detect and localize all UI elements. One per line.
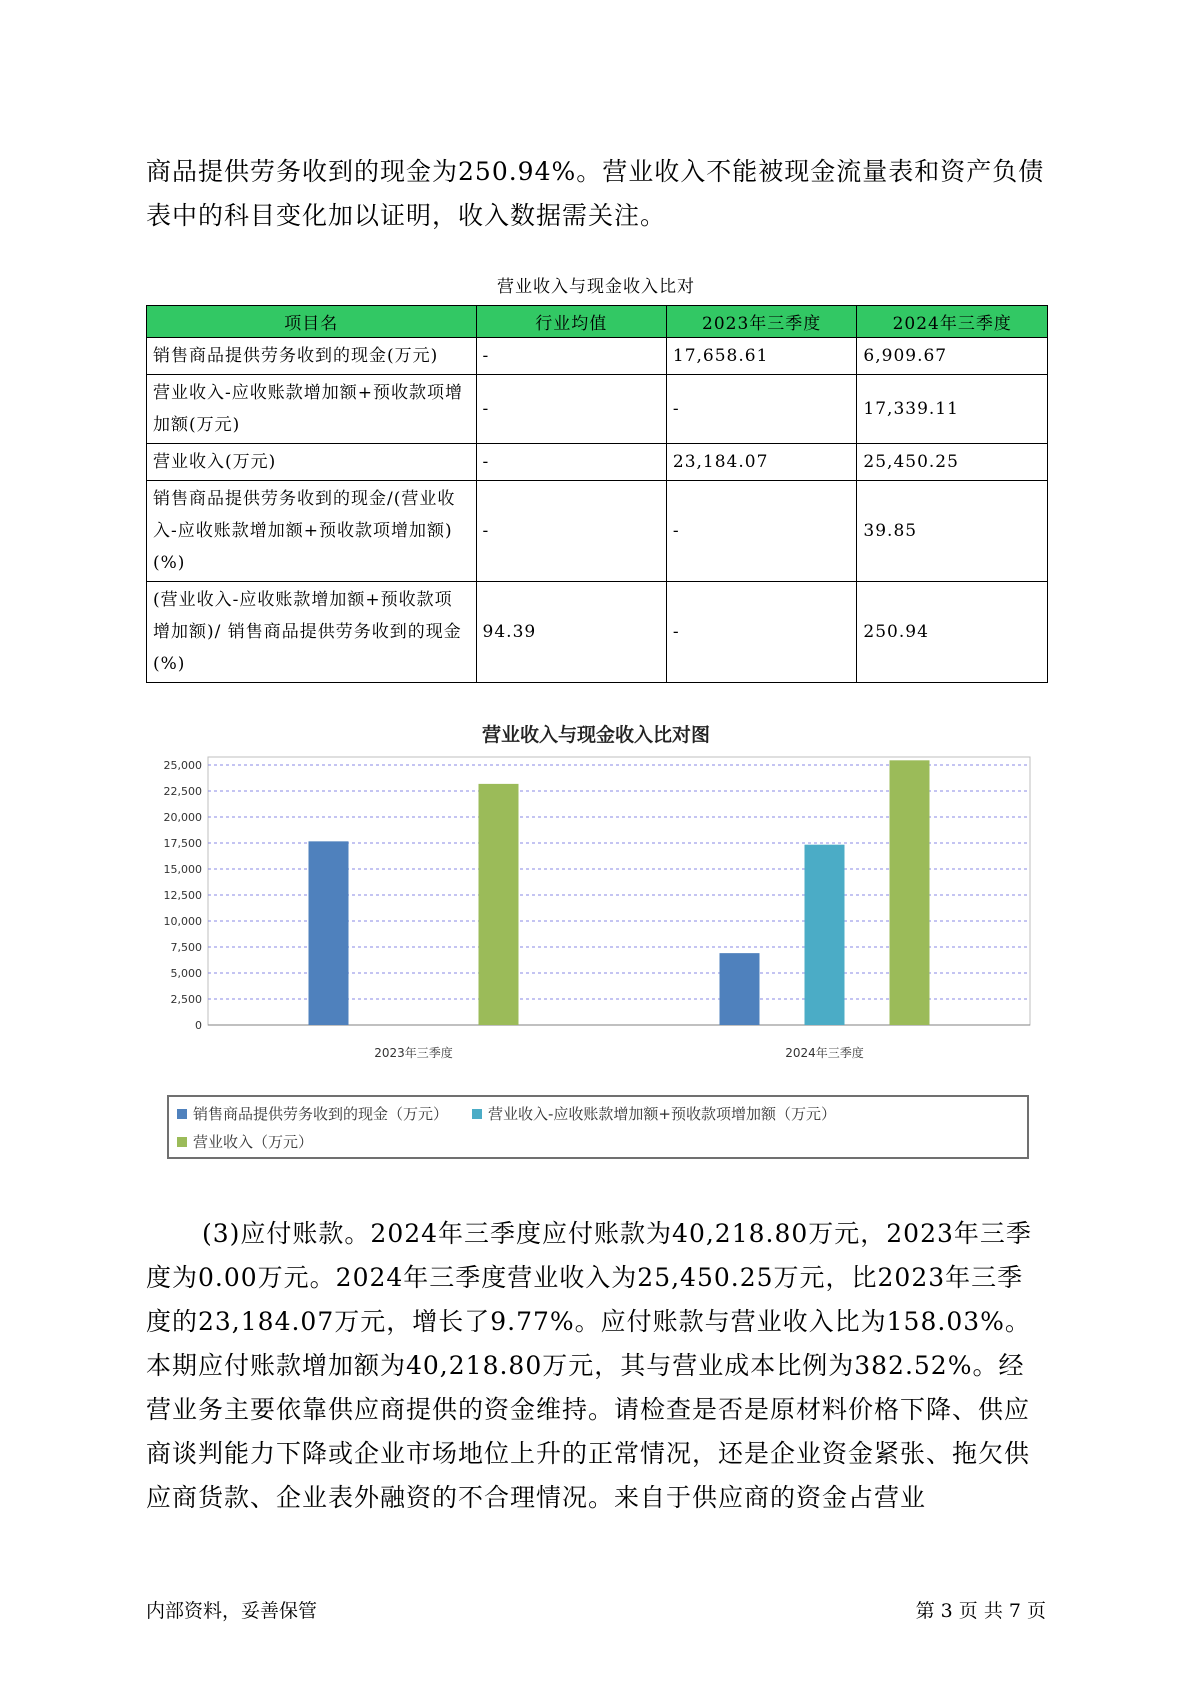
bar-chart (160, 755, 1040, 1095)
table-cell: 营业收入(万元) (147, 444, 477, 481)
chart-title: 营业收入与现金收入比对图 (481, 724, 710, 746)
table-cell: - (476, 444, 666, 481)
header-2024q3: 2024年三季度 (857, 306, 1048, 338)
y-tick-label: 20,000 (163, 811, 202, 824)
table-cell: 94.39 (476, 582, 666, 683)
table-row (147, 444, 1048, 481)
bar-0-0 (309, 841, 349, 1025)
paragraph-accounts-payable: (3)应付账款。2024年三季度应付账款为40,218.80万元，2023年三季度为0.00万元。2024年三季度营业收入为25,450.25万元，比2023年三季度的23,184.07万元，增长了9.77%。应付账款与营业收入比为158.03%。本期应付账款增加额为40,218.80万元，其与营业成本比例为382.52%。经营业务主要依靠供应商提供的资金维持。请检查是否是原材料价格下降、供应商谈判能力下降或企业市场地位上升的正常情况，还是企业资金紧张、拖欠供应商货款、企业表外融资的不合理情况。来自于供应商的资金占营业 (146, 1219, 1032, 1512)
legend-swatch (177, 1109, 187, 1119)
x-tick-label: 2023年三季度 (374, 1046, 453, 1060)
table-cell: 250.94 (857, 582, 1048, 683)
footer-page-number: 第 3 页 共 7 页 (915, 1600, 1046, 1622)
comparison-table (146, 305, 1048, 683)
table-row (147, 375, 1048, 444)
table-caption: 营业收入与现金收入比对 (497, 277, 695, 297)
table-cell: 17,339.11 (857, 375, 1048, 444)
header-industry-avg: 行业均值 (476, 306, 666, 338)
y-tick-label: 7,500 (170, 941, 202, 954)
table-row (147, 582, 1048, 683)
legend-swatch (177, 1137, 187, 1147)
legend-label: 营业收入（万元） (193, 1133, 314, 1151)
y-tick-label: 15,000 (163, 863, 202, 876)
legend-item-revenue (177, 1131, 313, 1152)
table-cell: 23,184.07 (666, 444, 857, 481)
legend-label: 营业收入-应收账款增加额+预收款项增加额（万元） (488, 1105, 836, 1123)
y-tick-label: 5,000 (170, 967, 202, 980)
header-item-name: 项目名 (147, 306, 477, 338)
legend-item-cash (177, 1103, 448, 1124)
y-tick-label: 2,500 (170, 993, 202, 1006)
y-tick-label: 22,500 (163, 785, 202, 798)
paragraph-intro: 商品提供劳务收到的现金为250.94%。营业收入不能被现金流量表和资产负债表中的科目变化加以证明，收入数据需关注。 (146, 157, 1045, 230)
y-tick-label: 17,500 (163, 837, 202, 850)
table-cell: 销售商品提供劳务收到的现金(万元) (147, 338, 477, 375)
table-cell: - (666, 481, 857, 582)
y-tick-label: 25,000 (163, 759, 202, 772)
y-tick-label: 10,000 (163, 915, 202, 928)
table-cell: - (666, 582, 857, 683)
legend-label: 销售商品提供劳务收到的现金（万元） (193, 1105, 449, 1123)
bar-2-0 (479, 784, 519, 1025)
footer-confidential-note: 内部资料，妥善保管 (146, 1600, 318, 1622)
table-header-row (147, 306, 1048, 338)
table-cell: 39.85 (857, 481, 1048, 582)
table-cell: - (476, 481, 666, 582)
table-cell: - (476, 375, 666, 444)
table-cell: 6,909.67 (857, 338, 1048, 375)
bar-2-1 (890, 760, 930, 1025)
table-cell: (营业收入-应收账款增加额+预收款项增加额)/ 销售商品提供劳务收到的现金(%) (147, 582, 477, 683)
legend-item-adjusted-revenue (472, 1103, 836, 1124)
table-row (147, 481, 1048, 582)
bar-0-1 (720, 953, 760, 1025)
bar-1-1 (805, 845, 845, 1025)
chart-legend (167, 1095, 1029, 1159)
table-row (147, 338, 1048, 375)
header-2023q3: 2023年三季度 (666, 306, 857, 338)
legend-swatch (472, 1109, 482, 1119)
y-tick-label: 0 (195, 1019, 202, 1032)
table-cell: 25,450.25 (857, 444, 1048, 481)
x-tick-label: 2024年三季度 (785, 1046, 864, 1060)
table-cell: 营业收入-应收账款增加额+预收款项增加额(万元) (147, 375, 477, 444)
table-cell: 17,658.61 (666, 338, 857, 375)
table-cell: 销售商品提供劳务收到的现金/(营业收入-应收账款增加额+预收款项增加额)(%) (147, 481, 477, 582)
y-tick-label: 12,500 (163, 889, 202, 902)
table-cell: - (666, 375, 857, 444)
table-cell: - (476, 338, 666, 375)
